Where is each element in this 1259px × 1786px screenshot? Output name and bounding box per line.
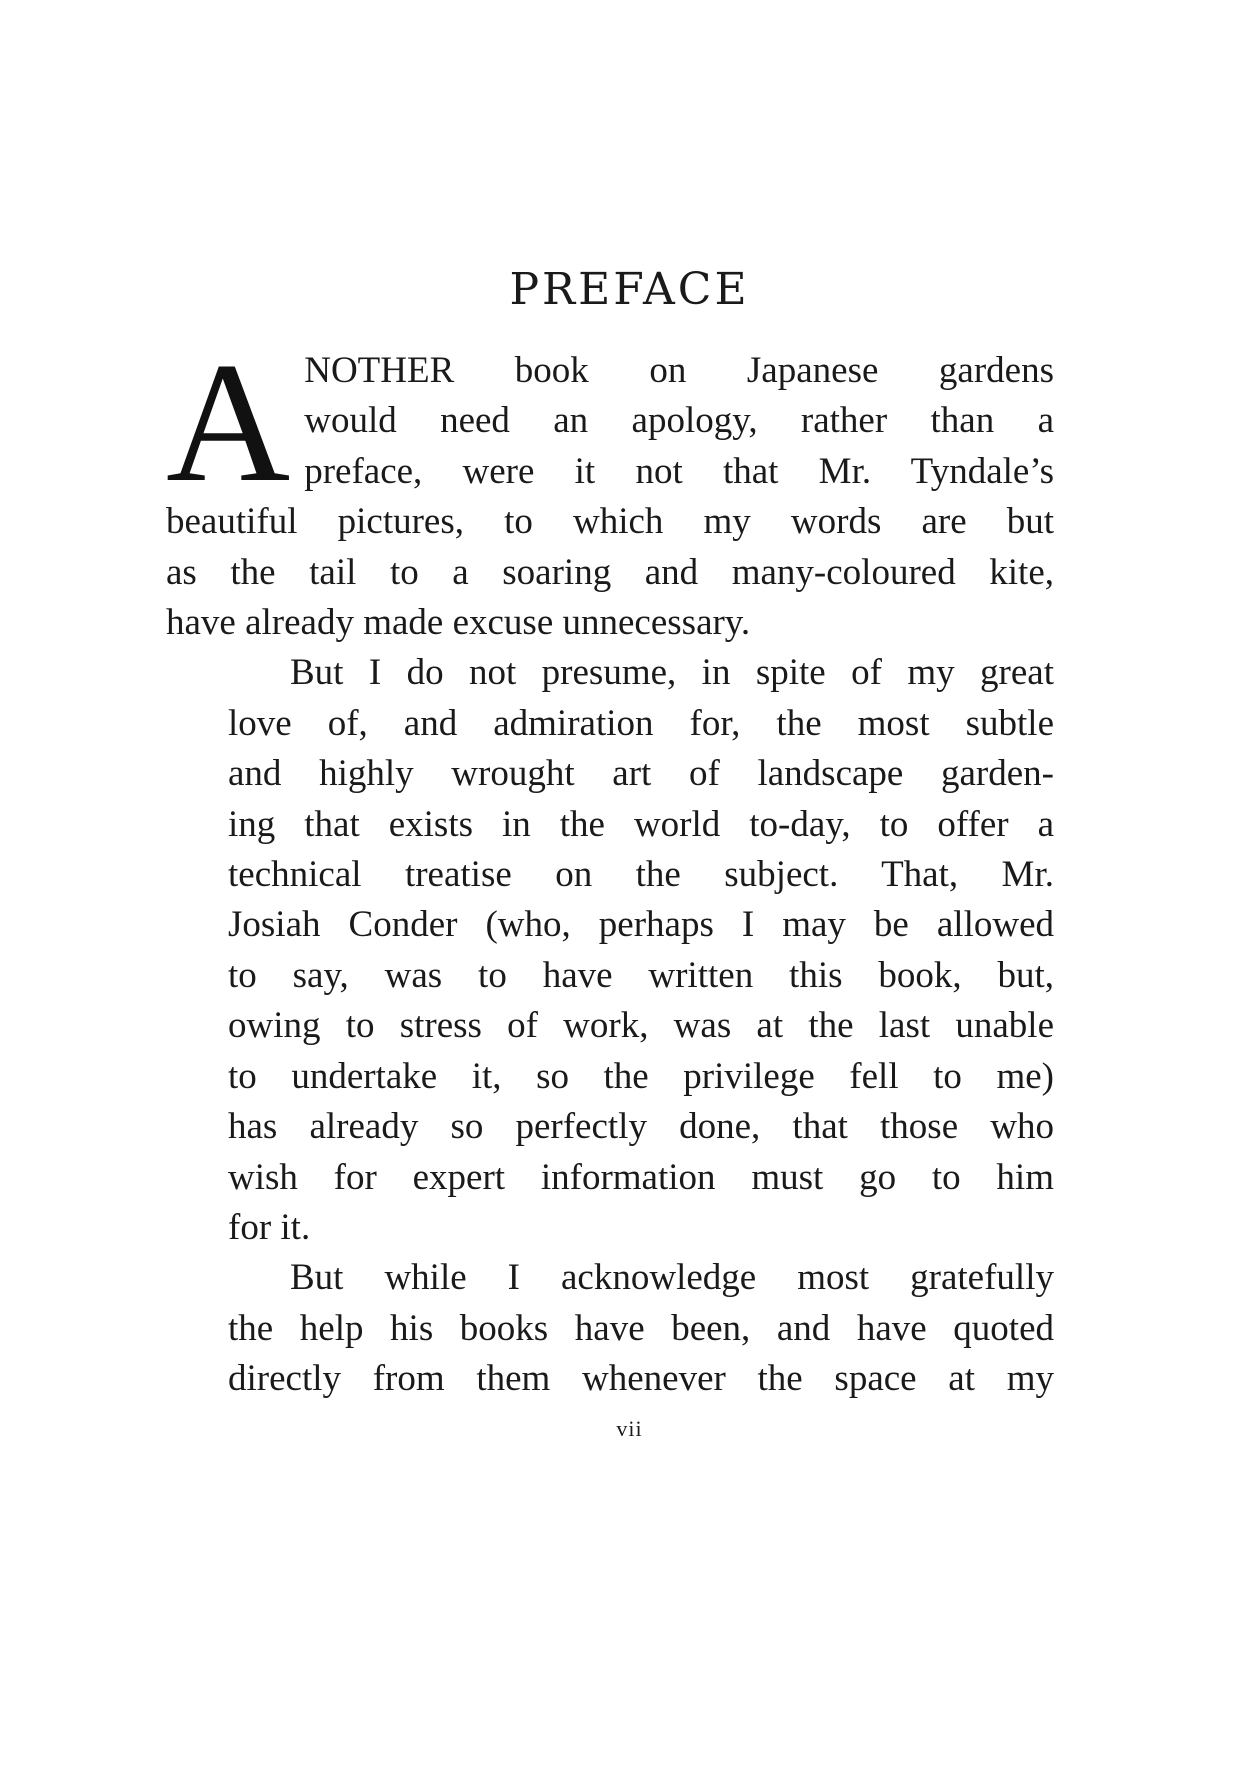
text-line: and highly wrought art of landscape garden- [228,753,1054,795]
text-line: directly from them whenever the space at my [228,1358,1054,1400]
text-line: ing that exists in the world to-day, to offer a [228,803,1054,845]
text-line: preface, were it not that Mr. Tyndale’s [304,450,1054,492]
text-line: But while I acknowledge most gratefully [290,1257,1054,1299]
text-line: to say, was to have written this book, but, [228,954,1054,996]
drop-cap: A [166,328,291,518]
paragraph-3 [166,1253,1054,1404]
text-line: technical treatise on the subject. That, Mr. [228,854,1054,896]
text-line: love of, and admiration for, the most subtle [228,702,1054,744]
text-line: NOTHER book on Japanese gardens [304,350,1054,391]
text-line: Josiah Conder (who, perhaps I may be allowed [228,904,1054,946]
page-title: PREFACE [509,264,750,315]
paragraph-1 [166,328,1054,648]
text-line: as the tail to a soaring and many-coloured kite, [166,551,1054,593]
body-text [166,328,1054,1405]
text-line: for it. [228,1206,311,1248]
page-number: vii [616,1416,643,1441]
text-line: would need an apology, rather than a [304,400,1054,442]
text-line: the help his books have been, and have quoted [228,1307,1054,1349]
text-line: owing to stress of work, was at the last unable [228,1005,1054,1047]
text-line: to undertake it, so the privilege fell to me) [228,1055,1054,1097]
text-line: have already made excuse unnecessary. [166,602,751,644]
paragraph-2 [166,648,1054,1253]
text-line: has already so perfectly done, that those who [228,1106,1054,1148]
text-line: beautiful pictures, to which my words are but [166,501,1054,543]
text-line: wish for expert information must go to him [228,1156,1054,1198]
text-line: But I do not presume, in spite of my great [290,652,1054,694]
